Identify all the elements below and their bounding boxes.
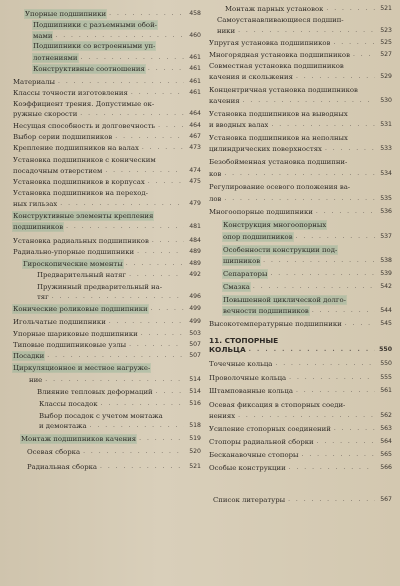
toc-entry-title: Проволочные кольца xyxy=(209,374,287,382)
toc-entry xyxy=(13,352,201,360)
toc-entry xyxy=(209,387,392,395)
toc-leader-dots xyxy=(333,40,375,46)
toc-page-number: 565 xyxy=(380,451,392,458)
toc-entry-title: Конструкция многоопорных xyxy=(223,221,327,229)
toc-entry-title: опор подшипников xyxy=(223,233,293,241)
toc-leader-dots xyxy=(312,308,375,314)
toc-page-number: 542 xyxy=(380,283,392,290)
toc-entry xyxy=(13,178,201,186)
toc-page-number: 531 xyxy=(380,121,392,128)
toc-entry-title: цилиндрических поверхностях xyxy=(209,145,322,153)
toc-page-number: 525 xyxy=(380,39,392,46)
toc-entry xyxy=(209,360,392,368)
toc-entry-title: Посадки xyxy=(13,352,45,360)
toc-entry xyxy=(209,134,392,142)
toc-leader-dots xyxy=(238,28,375,34)
toc-entry-title: Особенности конструкции под- xyxy=(223,246,338,254)
toc-page-number: 521 xyxy=(189,463,201,470)
toc-entry xyxy=(209,438,392,446)
toc-leader-dots xyxy=(60,201,184,207)
toc-entry xyxy=(209,86,392,94)
toc-leader-dots xyxy=(47,353,184,359)
toc-entry xyxy=(209,195,392,203)
toc-entry-title: ружные скорости xyxy=(13,110,78,118)
toc-entry-title: Подшипники со встроенными уп- xyxy=(33,42,156,50)
toc-entry xyxy=(13,133,201,141)
toc-leader-dots xyxy=(148,66,184,72)
toc-entry-title: Особые конструкции xyxy=(209,464,286,472)
toc-entry xyxy=(209,451,392,459)
toc-entry-title: Циркуляционное и местное нагруже- xyxy=(13,364,151,372)
toc-leader-dots xyxy=(345,321,375,327)
toc-entry xyxy=(13,330,201,338)
toc-entry-title: Конструктивные соотношения xyxy=(33,65,145,73)
toc-leader-dots xyxy=(131,90,184,96)
toc-leader-dots xyxy=(100,464,184,470)
toc-entry xyxy=(13,167,201,175)
toc-page-number: 555 xyxy=(380,374,392,381)
toc-page-number: 561 xyxy=(380,387,392,394)
toc-entry xyxy=(223,296,392,304)
toc-page-number: 567 xyxy=(380,496,392,503)
toc-page-number: 534 xyxy=(380,170,392,177)
toc-entry-title: Выбор посадок с учетом монтажа xyxy=(39,412,163,420)
toc-entry-title: Несущая способность и долговечность xyxy=(13,122,156,130)
toc-entry xyxy=(13,305,201,313)
toc-leader-dots xyxy=(45,377,184,383)
toc-entry-title: Радиально-упорные подшипники xyxy=(13,248,135,256)
toc-entry-title: Пружинный предварительный на- xyxy=(37,283,163,291)
toc-entry xyxy=(13,122,201,130)
toc-page-number: 564 xyxy=(380,438,392,445)
toc-entry xyxy=(209,464,392,472)
toc-entry-title: ных гильзах xyxy=(13,200,58,208)
toc-page-number: 518 xyxy=(189,422,201,429)
toc-entry xyxy=(13,110,201,118)
toc-entry-title: Влияние тепловых деформаций xyxy=(37,388,153,396)
toc-entry-title: Усиление стопорных соединений xyxy=(209,425,331,433)
toc-leader-dots xyxy=(288,497,375,503)
toc-entry xyxy=(223,221,392,229)
toc-entry-title: Осевая фиксация в стопорных соеди- xyxy=(209,401,346,409)
toc-leader-dots xyxy=(152,238,184,244)
toc-page-number: 489 xyxy=(189,248,201,255)
toc-entry-title: Гироскопические моменты xyxy=(23,260,123,268)
toc-leader-dots xyxy=(142,145,184,151)
toc-page-number: 533 xyxy=(380,145,392,152)
toc-entry xyxy=(37,283,201,291)
toc-entry xyxy=(37,271,201,279)
toc-entry-title: Установка подшипников на неполных xyxy=(209,134,348,142)
toc-leader-dots xyxy=(151,306,184,312)
toc-entry xyxy=(13,78,201,86)
toc-entry-title: Классы посадок xyxy=(39,400,98,408)
toc-entry-title: Безобойменная установка подшипни- xyxy=(209,158,348,166)
toc-leader-dots xyxy=(249,347,375,353)
toc-entry xyxy=(39,422,201,430)
toc-entry xyxy=(209,39,392,47)
toc-entry-title: Установка подшипников в корпусах xyxy=(13,178,145,186)
toc-entry-title: Установка подшипников на выводных xyxy=(209,110,348,118)
toc-entry-title: Самоустанавливающиеся подшип- xyxy=(217,16,344,24)
toc-page-number: 489 xyxy=(189,260,201,267)
toc-leader-dots xyxy=(129,272,184,278)
toc-page-number: 523 xyxy=(380,27,392,34)
toc-entry-title: Список литературы xyxy=(213,496,286,504)
toc-entry xyxy=(223,257,392,265)
toc-entry xyxy=(209,145,392,153)
toc-entry-title: и вводных валах xyxy=(209,121,269,129)
toc-entry-title: Упорные подшипники xyxy=(25,10,107,18)
toc-leader-dots xyxy=(296,388,375,394)
toc-entry-title: Высокотемпературные подшипники xyxy=(209,320,342,328)
toc-entry xyxy=(39,400,201,408)
toc-page-number: 492 xyxy=(189,271,201,278)
toc-entry-title: Осевая сборка xyxy=(27,448,81,456)
toc-entry-title: мами xyxy=(33,32,53,40)
toc-entry-title: Радиальная сборка xyxy=(27,463,98,471)
toc-page-number: 545 xyxy=(380,320,392,327)
toc-entry xyxy=(25,10,201,18)
toc-entry-title: качения и скольжения xyxy=(209,73,293,81)
toc-page-number: 460 xyxy=(189,32,201,39)
toc-entry xyxy=(13,156,201,164)
toc-leader-dots xyxy=(158,123,184,129)
toc-entry-title: подшипников xyxy=(13,223,64,231)
toc-leader-dots xyxy=(316,209,375,215)
toc-entry-title: качения xyxy=(209,97,240,105)
toc-entry-title: Упругая установка подшипников xyxy=(209,39,331,47)
toc-leader-dots xyxy=(109,319,184,325)
toc-entry xyxy=(223,283,392,291)
toc-entry-title: Игольчатые подшипники xyxy=(13,318,106,326)
toc-page-number: 461 xyxy=(189,78,201,85)
toc-entry xyxy=(37,293,201,301)
toc-entry xyxy=(13,144,201,152)
toc-entry xyxy=(209,62,392,70)
toc-leader-dots xyxy=(326,6,375,12)
toc-page-number: 507 xyxy=(189,352,201,359)
toc-page-number: 461 xyxy=(189,65,201,72)
toc-entry xyxy=(37,388,201,396)
toc-entry xyxy=(209,97,392,105)
toc-entry-title: посадочным отверстием xyxy=(13,167,103,175)
toc-entry-title: лов xyxy=(209,195,222,203)
toc-entry xyxy=(27,463,201,471)
toc-page-number: 461 xyxy=(189,54,201,61)
toc-page-number: 562 xyxy=(380,412,392,419)
toc-leader-dots xyxy=(243,98,375,104)
toc-leader-dots xyxy=(109,11,184,17)
toc-leader-dots xyxy=(55,33,184,39)
toc-page-number: 550 xyxy=(379,346,392,353)
toc-entry xyxy=(223,270,392,278)
toc-entry-title: Многоопорные подшипники xyxy=(209,208,313,216)
toc-entry xyxy=(21,435,201,443)
toc-entry-title: тяг xyxy=(37,293,49,301)
toc-page-number: 527 xyxy=(380,51,392,58)
toc-leader-dots xyxy=(238,413,375,419)
toc-entry xyxy=(223,246,392,254)
toc-entry-title: Установка подшипников с коническим xyxy=(13,156,156,164)
toc-entry-title: Монтаж подшипников качения xyxy=(21,435,137,443)
toc-entry xyxy=(217,16,392,24)
toc-page-number: 529 xyxy=(380,73,392,80)
toc-entry xyxy=(39,412,201,420)
toc-page-number: 535 xyxy=(380,195,392,202)
toc-entry xyxy=(13,223,201,231)
toc-leader-dots xyxy=(141,331,184,337)
toc-entry xyxy=(209,51,392,59)
toc-entry-title: шипников xyxy=(223,257,261,265)
toc-entry xyxy=(209,346,392,354)
toc-entry-title: Упорные шариковые подшипники xyxy=(13,330,138,338)
toc-entry-title: вечности подшипников xyxy=(223,307,309,315)
toc-entry xyxy=(209,110,392,118)
toc-leader-dots xyxy=(115,134,184,140)
toc-page-number: 550 xyxy=(380,360,392,367)
toc-entry-title: 11. СТОПОРНЫЕ xyxy=(209,337,279,345)
toc-leader-dots xyxy=(263,258,375,264)
toc-leader-dots xyxy=(139,436,184,442)
toc-entry-title: и демонтажа xyxy=(39,422,87,430)
toc-leader-dots xyxy=(58,79,184,85)
toc-entry xyxy=(13,189,201,197)
toc-entry-title: Установка подшипников на переход- xyxy=(13,189,148,197)
toc-leader-dots xyxy=(66,224,184,230)
toc-entry-title: Установка радиальных подшипников xyxy=(13,237,149,245)
toc-leader-dots xyxy=(302,452,375,458)
toc-entry xyxy=(13,248,201,256)
toc-entry-title: Многорядная установка подшипников xyxy=(209,51,350,59)
toc-leader-dots xyxy=(271,122,375,128)
toc-leader-dots xyxy=(101,401,184,407)
toc-entry-title: Предварительный натяг xyxy=(37,271,127,279)
toc-entry xyxy=(33,21,201,29)
toc-page-number: 467 xyxy=(189,133,201,140)
toc-page-number: 474 xyxy=(189,167,201,174)
toc-leader-dots xyxy=(80,111,184,117)
toc-leader-dots xyxy=(148,179,184,185)
toc-entry-title: ние xyxy=(29,376,43,384)
toc-entry xyxy=(13,237,201,245)
toc-leader-dots xyxy=(270,271,375,277)
toc-entry xyxy=(225,5,392,13)
toc-leader-dots xyxy=(334,426,375,432)
toc-entry-title: Конические роликовые подшипники xyxy=(13,305,148,313)
toc-page-number: 464 xyxy=(189,122,201,129)
toc-leader-dots xyxy=(90,423,184,429)
toc-entry xyxy=(23,260,201,268)
toc-entry xyxy=(209,425,392,433)
toc-page-number: 516 xyxy=(189,400,201,407)
toc-entry xyxy=(223,307,392,315)
toc-page-number: 458 xyxy=(189,10,201,17)
toc-entry-title: Бесканавочные стопоры xyxy=(209,451,299,459)
toc-entry-title: Конструктивные элементы крепления xyxy=(13,212,154,220)
toc-entry-title: Сепараторы xyxy=(223,270,268,278)
toc-entry xyxy=(29,376,201,384)
toc-entry xyxy=(33,42,201,50)
toc-entry-title: Совместная установка подшипников xyxy=(209,62,344,70)
toc-page-number: 473 xyxy=(189,144,201,151)
toc-entry xyxy=(13,212,201,220)
toc-page-number: 499 xyxy=(189,305,201,312)
toc-page-number: 566 xyxy=(380,464,392,471)
toc-page-number: 507 xyxy=(189,341,201,348)
toc-leader-dots xyxy=(289,465,375,471)
toc-leader-dots xyxy=(224,196,375,202)
toc-entry xyxy=(209,337,392,345)
toc-entry xyxy=(209,374,392,382)
toc-page-number: 530 xyxy=(380,97,392,104)
toc-entry xyxy=(213,496,392,504)
toc-leader-dots xyxy=(325,146,375,152)
toc-entry-title: Повышенной циклической долго- xyxy=(223,296,347,304)
toc-leader-dots xyxy=(289,375,375,381)
toc-leader-dots xyxy=(137,249,184,255)
toc-entry xyxy=(217,27,392,35)
toc-page-number: 514 xyxy=(189,388,201,395)
toc-entry xyxy=(33,54,201,62)
toc-entry-title: Выбор серии подшипников xyxy=(13,133,113,141)
toc-entry xyxy=(209,183,392,191)
toc-entry-title: ники xyxy=(217,27,236,35)
toc-entry-title: Классы точности изготовления xyxy=(13,89,128,97)
toc-entry xyxy=(209,170,392,178)
toc-entry-title: лотнениями xyxy=(33,54,78,62)
toc-entry-title: нениях xyxy=(209,412,236,420)
toc-page-number: 520 xyxy=(189,448,201,455)
toc-leader-dots xyxy=(105,168,184,174)
toc-page-number: 464 xyxy=(189,110,201,117)
toc-entry-title: Типовые подшипниковые узлы xyxy=(13,341,127,349)
toc-page-number: 499 xyxy=(189,318,201,325)
toc-page-number: 521 xyxy=(380,5,392,12)
toc-page-number: 461 xyxy=(189,89,201,96)
toc-leader-dots xyxy=(253,284,375,290)
toc-page-number: 484 xyxy=(189,237,201,244)
toc-entry xyxy=(33,65,201,73)
toc-leader-dots xyxy=(156,389,184,395)
toc-entry xyxy=(209,158,392,166)
toc-entry xyxy=(27,448,201,456)
toc-page-number: 496 xyxy=(189,293,201,300)
toc-entry-title: Стопоры радиальной сборки xyxy=(209,438,314,446)
toc-entry-title: Концентричная установка подшипников xyxy=(209,86,358,94)
toc-entry-title: ков xyxy=(209,170,222,178)
toc-entry-title: Штампованные кольца xyxy=(209,387,293,395)
toc-page-number: 536 xyxy=(380,208,392,215)
toc-entry-title: Крепление подшипников на валах xyxy=(13,144,139,152)
toc-leader-dots xyxy=(296,74,375,80)
toc-leader-dots xyxy=(52,294,184,300)
toc-entry xyxy=(13,200,201,208)
toc-page-number: 519 xyxy=(189,435,201,442)
toc-entry xyxy=(209,412,392,420)
toc-entry-title: Подшипники с разъемными обой- xyxy=(33,21,158,29)
toc-page-number: 538 xyxy=(380,257,392,264)
toc-entry xyxy=(13,341,201,349)
toc-page-number: 503 xyxy=(189,330,201,337)
toc-leader-dots xyxy=(81,55,185,61)
toc-entry-title: Монтаж парных установок xyxy=(225,5,324,13)
toc-page-number: 537 xyxy=(380,233,392,240)
toc-leader-dots xyxy=(224,171,375,177)
toc-page-number: 544 xyxy=(380,307,392,314)
toc-page-number: 563 xyxy=(380,425,392,432)
toc-entry-title: Смазка xyxy=(223,283,250,291)
toc-entry xyxy=(13,364,201,372)
toc-leader-dots xyxy=(296,234,375,240)
toc-entry xyxy=(209,320,392,328)
toc-entry xyxy=(13,100,201,108)
toc-leader-dots xyxy=(129,342,184,348)
toc-leader-dots xyxy=(353,52,375,58)
toc-entry xyxy=(209,208,392,216)
toc-entry xyxy=(209,73,392,81)
toc-entry xyxy=(209,121,392,129)
toc-entry-title: Регулирование осевого положения ва- xyxy=(209,183,351,191)
toc-entry-title: Коэффициент трения. Допустимые ок- xyxy=(13,100,155,108)
toc-leader-dots xyxy=(275,361,375,367)
toc-leader-dots xyxy=(126,261,184,267)
toc-page-number: 479 xyxy=(189,200,201,207)
toc-leader-dots xyxy=(83,449,184,455)
toc-entry-title: КОЛЬЦА xyxy=(209,346,246,354)
toc-page-number: 475 xyxy=(189,178,201,185)
toc-page-number: 539 xyxy=(380,270,392,277)
toc-entry xyxy=(13,318,201,326)
toc-entry-title: Точечные кольца xyxy=(209,360,273,368)
toc-entry xyxy=(33,32,201,40)
toc-entry xyxy=(13,89,201,97)
toc-entry-title: Материалы xyxy=(13,78,56,86)
toc-page-number: 514 xyxy=(189,376,201,383)
toc-page-number: 481 xyxy=(189,223,201,230)
toc-entry xyxy=(223,233,392,241)
toc-leader-dots xyxy=(317,439,375,445)
toc-entry xyxy=(209,401,392,409)
